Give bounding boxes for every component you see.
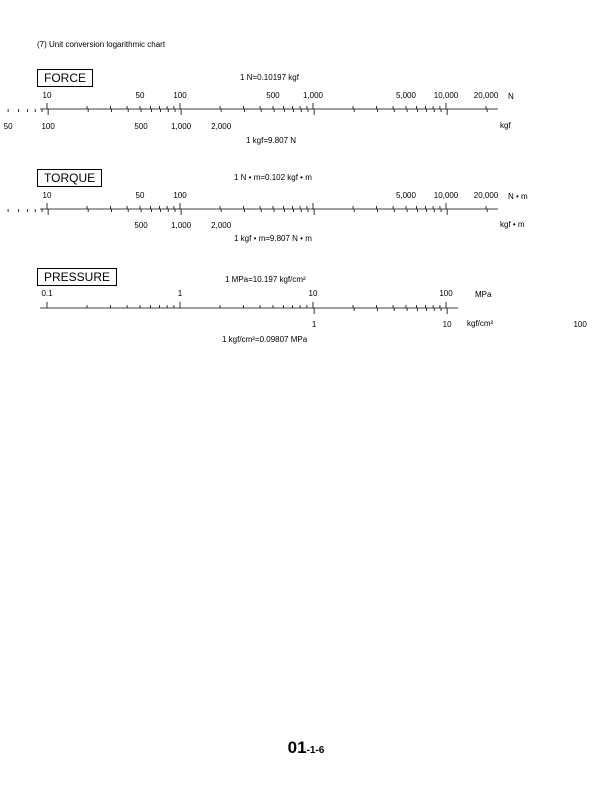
page-number-sub: -1-6 xyxy=(306,745,325,756)
force-top-equation: 1 N=0.10197 kgf xyxy=(240,73,299,82)
pressure-conversion-chart xyxy=(0,268,612,358)
force-top-tick-label: 5,000 xyxy=(395,91,416,100)
pressure-tag: PRESSURE xyxy=(37,268,117,286)
force-top-tick-label: 1,000 xyxy=(302,91,324,100)
pressure-bottom-tick-label: 100 xyxy=(573,320,587,329)
pressure-top-tick-label: 1 xyxy=(177,289,183,298)
force-top-tick-label: 10 xyxy=(42,91,52,100)
torque-log-scale xyxy=(0,169,612,259)
pressure-bottom-equation: 1 kgf/cm²=0.09807 MPa xyxy=(222,335,308,344)
force-bottom-equation: 1 kgf=9.807 N xyxy=(246,136,297,145)
torque-top-tick-label: 5,000 xyxy=(395,191,416,200)
force-top-tick-label: 500 xyxy=(266,91,280,100)
pressure-top-unit-label: MPa xyxy=(475,290,492,299)
pressure-top-tick-label: 100 xyxy=(439,289,453,298)
force-bottom-unit-label: kgf xyxy=(500,121,511,130)
torque-bottom-equation: 1 kgf • m=9.807 N • m xyxy=(234,234,312,243)
pressure-top-tick-label: 0.1 xyxy=(41,289,53,298)
force-bottom-tick-label: 1,000 xyxy=(171,122,192,131)
force-bottom-tick-label: 100 xyxy=(41,122,55,131)
pressure-bottom-unit-label: kgf/cm² xyxy=(467,319,494,328)
torque-top-tick-label: 10 xyxy=(42,191,52,200)
force-conversion-chart xyxy=(0,69,612,159)
torque-top-tick-label: 100 xyxy=(173,191,187,200)
torque-top-unit-label: N • m xyxy=(508,192,528,201)
pressure-bottom-tick-label: 10 xyxy=(442,320,452,329)
torque-bottom-tick-label: 2,000 xyxy=(211,221,232,230)
torque-top-equation: 1 N • m=0.102 kgf • m xyxy=(234,173,312,182)
torque-top-tick-label: 10,000 xyxy=(433,191,459,200)
torque-top-tick-label: 50 xyxy=(135,191,145,200)
pressure-log-scale xyxy=(0,268,612,358)
pressure-top-tick-label: 10 xyxy=(308,289,318,298)
page-number xyxy=(0,738,612,758)
force-log-scale xyxy=(0,69,612,159)
chart-section-heading: (7) Unit conversion logarithmic chart xyxy=(37,40,166,49)
torque-tag: TORQUE xyxy=(37,169,102,187)
pressure-bottom-tick-label: 1 xyxy=(311,320,317,329)
force-bottom-tick-label: 500 xyxy=(134,122,148,131)
torque-top-tick-label: 20,000 xyxy=(473,191,499,200)
torque-bottom-tick-label: 500 xyxy=(134,221,148,230)
page-number-main: 01 xyxy=(287,738,307,757)
force-tag: FORCE xyxy=(37,69,93,87)
torque-conversion-chart xyxy=(0,169,612,259)
force-top-tick-label: 50 xyxy=(135,91,145,100)
torque-bottom-tick-label: 1,000 xyxy=(171,221,192,230)
force-top-tick-label: 10,000 xyxy=(433,91,459,100)
force-top-tick-label: 20,000 xyxy=(473,91,499,100)
force-bottom-tick-label: 50 xyxy=(3,122,13,131)
force-bottom-tick-label: 2,000 xyxy=(211,122,232,131)
force-top-tick-label: 100 xyxy=(173,91,187,100)
torque-bottom-unit-label: kgf • m xyxy=(500,220,525,229)
pressure-top-equation: 1 MPa=10.197 kgf/cm² xyxy=(225,275,306,284)
force-top-unit-label: N xyxy=(508,92,514,101)
